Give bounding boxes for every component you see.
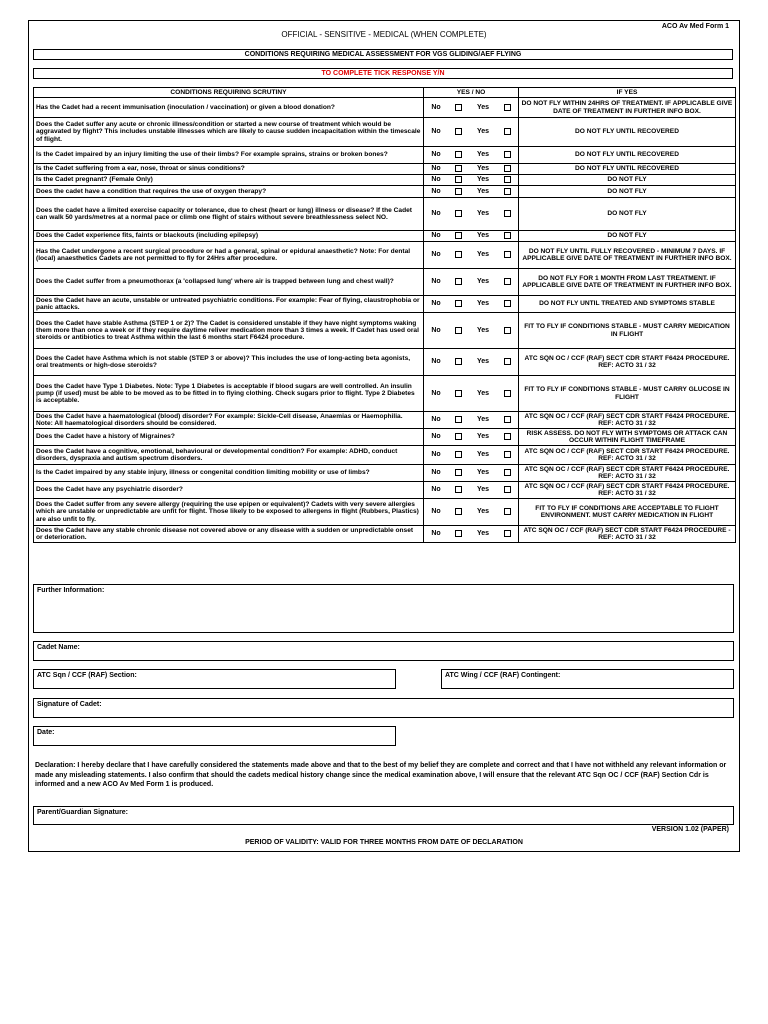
yes-label: Yes	[476, 251, 490, 259]
no-checkbox[interactable]	[455, 486, 462, 493]
yes-checkbox[interactable]	[504, 358, 511, 365]
no-label: No	[431, 128, 441, 136]
yes-no-cell	[424, 465, 519, 482]
yes-no-cell	[424, 296, 519, 313]
no-label: No	[431, 278, 441, 286]
yes-no-cell	[424, 412, 519, 429]
yes-label: Yes	[476, 176, 490, 184]
no-checkbox[interactable]	[455, 176, 462, 183]
if-yes-action: ATC SQN OC / CCF (RAF) SECT CDR START F6424 PROCEDURE. REF: ACTO 31 / 32	[519, 482, 736, 499]
if-yes-action: DO NOT FLY	[519, 231, 736, 242]
table-row	[34, 98, 736, 118]
no-label: No	[431, 103, 441, 111]
yes-no-cell	[424, 198, 519, 231]
if-yes-action: FIT TO FLY IF CONDITIONS STABLE - MUST CARRY MEDICATION IN FLIGHT	[519, 313, 736, 349]
no-checkbox[interactable]	[455, 433, 462, 440]
cadet-name-label: Cadet Name:	[37, 644, 80, 651]
yes-checkbox[interactable]	[504, 390, 511, 397]
header-conditions: CONDITIONS REQUIRING SCRUTINY	[34, 88, 424, 98]
yes-label: Yes	[476, 300, 490, 308]
condition-question: Is the Cadet pregnant? (Female Only)	[34, 175, 424, 186]
cadet-signature-label: Signature of Cadet:	[37, 701, 102, 708]
classification-marking: OFFICIAL - SENSITIVE - MEDICAL (WHEN COMPLETE)	[281, 30, 487, 39]
table-row	[34, 296, 736, 313]
yes-no-cell	[424, 269, 519, 296]
no-label: No	[431, 151, 441, 159]
yes-label: Yes	[476, 278, 490, 286]
table-row	[34, 349, 736, 376]
date-field[interactable]	[33, 726, 396, 746]
condition-question: Does the cadet have a condition that requires the use of oxygen therapy?	[34, 186, 424, 198]
validity-statement: PERIOD OF VALIDITY: VALID FOR THREE MONTHS FROM DATE OF DECLARATION	[245, 839, 523, 846]
yes-no-cell	[424, 349, 519, 376]
header-if-yes: IF YES	[519, 88, 736, 98]
no-checkbox[interactable]	[455, 451, 462, 458]
yes-checkbox[interactable]	[504, 508, 511, 515]
table-row	[34, 175, 736, 186]
yes-no-cell	[424, 526, 519, 543]
yes-no-cell	[424, 231, 519, 242]
yes-label: Yes	[476, 451, 490, 459]
yes-label: Yes	[476, 326, 490, 334]
table-row	[34, 242, 736, 269]
condition-question: Does the Cadet have stable Asthma (STEP 1 or 2)? The Cadet is considered unstable if they have night symptoms waking them more than once a week or if they require daytime reliver medication more than 3 times a week. If Cadet has used oral steroids or antibiotics to treat Asthma within the last 6 months start F6424 procedure.	[34, 313, 424, 349]
form-title: CONDITIONS REQUIRING MEDICAL ASSESSMENT FOR VGS GLIDING/AEF FLYING	[33, 49, 733, 60]
no-checkbox[interactable]	[455, 530, 462, 537]
yes-no-cell	[424, 175, 519, 186]
condition-question: Does the cadet have a limited exercise capacity or tolerance, due to chest (heart or lung) illness or disease? If the Cadet can walk 50 yards/metres at a normal pace or climb one flight of stairs without severe breathlessness select NO.	[34, 198, 424, 231]
condition-question: Does the Cadet suffer any acute or chronic illness/condition or started a new course of treatment which would be aggravated by flight? This includes unstable illnesses which are likely to cause sudden incapacitation within the timescale of flight.	[34, 118, 424, 147]
no-label: No	[431, 416, 441, 424]
table-header-row	[34, 88, 736, 98]
yes-checkbox[interactable]	[504, 300, 511, 307]
yes-checkbox[interactable]	[504, 433, 511, 440]
yes-label: Yes	[476, 165, 490, 173]
yes-no-cell	[424, 98, 519, 118]
yes-label: Yes	[476, 389, 490, 397]
table-row	[34, 446, 736, 465]
if-yes-action: DO NOT FLY WITHIN 24HRS OF TREATMENT. IF APPLICABLE GIVE DATE OF TREATMENT IN FURTHER INFO BOX.	[519, 98, 736, 118]
no-label: No	[431, 486, 441, 494]
no-checkbox[interactable]	[455, 251, 462, 258]
parent-signature-field[interactable]	[33, 806, 734, 825]
parent-signature-label: Parent/Guardian Signature:	[37, 809, 129, 816]
cadet-signature-field[interactable]	[33, 698, 734, 718]
if-yes-action: ATC SQN OC / CCF (RAF) SECT CDR START F6424 PROCEDURE. REF: ACTO 31 / 32	[519, 446, 736, 465]
no-checkbox[interactable]	[455, 358, 462, 365]
table-row	[34, 526, 736, 543]
yes-checkbox[interactable]	[504, 188, 511, 195]
no-label: No	[431, 251, 441, 259]
yes-checkbox[interactable]	[504, 416, 511, 423]
no-checkbox[interactable]	[455, 469, 462, 476]
form-reference: ACO Av Med Form 1	[661, 23, 729, 30]
yes-no-cell	[424, 118, 519, 147]
yes-checkbox[interactable]	[504, 327, 511, 334]
no-label: No	[431, 433, 441, 441]
yes-label: Yes	[476, 128, 490, 136]
condition-question: Does the Cadet suffer from a pneumothorax (a 'collapsed lung' where air is trapped between lung and chest wall)?	[34, 269, 424, 296]
instruction-banner: TO COMPLETE TICK RESPONSE Y/N	[33, 68, 733, 79]
if-yes-action: ATC SQN OC / CCF (RAF) SECT CDR START F6424 PROCEDURE - REF: ACTO 31 / 32	[519, 526, 736, 543]
yes-checkbox[interactable]	[504, 151, 511, 158]
yes-label: Yes	[476, 103, 490, 111]
yes-label: Yes	[476, 469, 490, 477]
atc-wing-label: ATC Wing / CCF (RAF) Contingent:	[445, 672, 561, 679]
date-label: Date:	[37, 729, 55, 736]
table-row	[34, 198, 736, 231]
yes-checkbox[interactable]	[504, 104, 511, 111]
yes-checkbox[interactable]	[504, 251, 511, 258]
table-row	[34, 269, 736, 296]
no-checkbox[interactable]	[455, 104, 462, 111]
yes-checkbox[interactable]	[504, 128, 511, 135]
if-yes-action: DO NOT FLY UNTIL FULLY RECOVERED - MINIMUM 7 DAYS. IF APPLICABLE GIVE DATE OF TREATMENT IN FURTHER INFO BOX.	[519, 242, 736, 269]
yes-no-cell	[424, 482, 519, 499]
table-row	[34, 313, 736, 349]
yes-checkbox[interactable]	[504, 278, 511, 285]
condition-question: Is the Cadet impaired by an injury limiting the use of their limbs? For example sprains, strains or broken bones?	[34, 147, 424, 164]
if-yes-action: ATC SQN OC / CCF (RAF) SECT CDR START F6424 PROCEDURE. REF: ACTO 31 / 32	[519, 349, 736, 376]
if-yes-action: DO NOT FLY UNTIL RECOVERED	[519, 164, 736, 175]
if-yes-action: DO NOT FLY UNTIL TREATED AND SYMPTOMS STABLE	[519, 296, 736, 313]
yes-label: Yes	[476, 187, 490, 195]
no-label: No	[431, 358, 441, 366]
yes-label: Yes	[476, 151, 490, 159]
yes-checkbox[interactable]	[504, 451, 511, 458]
if-yes-action: ATC SQN OC / CCF (RAF) SECT CDR START F6424 PROCEDURE. REF: ACTO 31 / 32	[519, 465, 736, 482]
no-label: No	[431, 451, 441, 459]
cadet-name-field[interactable]	[33, 641, 734, 661]
table-row	[34, 499, 736, 526]
yes-label: Yes	[476, 232, 490, 240]
table-row	[34, 164, 736, 175]
yes-no-cell	[424, 376, 519, 412]
no-checkbox[interactable]	[455, 508, 462, 515]
yes-label: Yes	[476, 508, 490, 516]
yes-label: Yes	[476, 210, 490, 218]
no-label: No	[431, 530, 441, 538]
condition-question: Does the Cadet have a cognitive, emotional, behavioural or developmental condition? For example: ADHD, conduct disorders, dyspraxia and autism spectrum disorders.	[34, 446, 424, 465]
condition-question: Has the Cadet had a recent immunisation (inoculation / vaccination) or given a blood donation?	[34, 98, 424, 118]
condition-question: Does the Cadet have Asthma which is not stable (STEP 3 or above)? This includes the use of long-acting beta agonists, oral treatments or high-dose steroids?	[34, 349, 424, 376]
no-checkbox[interactable]	[455, 390, 462, 397]
yes-checkbox[interactable]	[504, 176, 511, 183]
no-checkbox[interactable]	[455, 232, 462, 239]
no-label: No	[431, 326, 441, 334]
further-info-label: Further Information:	[37, 587, 105, 594]
no-label: No	[431, 165, 441, 173]
yes-no-cell	[424, 242, 519, 269]
condition-question: Is the Cadet suffering from a ear, nose, throat or sinus conditions?	[34, 164, 424, 175]
if-yes-action: DO NOT FLY UNTIL RECOVERED	[519, 147, 736, 164]
atc-section-field[interactable]	[33, 669, 396, 689]
conditions-table	[33, 87, 736, 543]
if-yes-action: DO NOT FLY	[519, 198, 736, 231]
no-label: No	[431, 232, 441, 240]
no-label: No	[431, 508, 441, 516]
no-label: No	[431, 389, 441, 397]
no-checkbox[interactable]	[455, 327, 462, 334]
declaration-text: Declaration: I hereby declare that I have carefully considered the statements made above and that to the best of my belief they are complete and correct and that I have not withheld any relevant information or made any misleading statements. I also confirm that should the cadets medical history change since the medical examination above, I will ensure that the relevant ATC Sqn OC / CCF (RAF) Section Cdr is informed and a new ACO Av Med Form 1 is produced.	[35, 762, 727, 788]
table-row	[34, 482, 736, 499]
if-yes-action: DO NOT FLY	[519, 186, 736, 198]
yes-no-cell	[424, 186, 519, 198]
no-label: No	[431, 210, 441, 218]
if-yes-action: ATC SQN OC / CCF (RAF) SECT CDR START F6424 PROCEDURE. REF: ACTO 31 / 32	[519, 412, 736, 429]
yes-label: Yes	[476, 358, 490, 366]
no-label: No	[431, 469, 441, 477]
yes-checkbox[interactable]	[504, 232, 511, 239]
condition-question: Does the Cadet have a history of Migraines?	[34, 429, 424, 446]
yes-label: Yes	[476, 433, 490, 441]
table-row	[34, 465, 736, 482]
yes-checkbox[interactable]	[504, 469, 511, 476]
yes-checkbox[interactable]	[504, 210, 511, 217]
no-checkbox[interactable]	[455, 300, 462, 307]
condition-question: Does the Cadet have a haematological (blood) disorder? For example: Sickle-Cell disease, Anaemias or Haemophilia. Note: All haematological disorders should be considered.	[34, 412, 424, 429]
condition-question: Does the Cadet experience fits, faints or blackouts (including epilepsy)	[34, 231, 424, 242]
if-yes-action: FIT TO FLY IF CONDITIONS ARE ACCEPTABLE TO FLIGHT ENVIRONMENT. MUST CARRY MEDICATION IN FLIGHT	[519, 499, 736, 526]
yes-checkbox[interactable]	[504, 486, 511, 493]
yes-checkbox[interactable]	[504, 530, 511, 537]
atc-section-label: ATC Sqn / CCF (RAF) Section:	[37, 672, 137, 679]
yes-no-cell	[424, 429, 519, 446]
condition-question: Has the Cadet undergone a recent surgical procedure or had a general, spinal or epidural anaesthetic? Note: For dental (local) anaesthetics Cadets are not permitted to fly for 24Hrs after procedure.	[34, 242, 424, 269]
if-yes-action: DO NOT FLY	[519, 175, 736, 186]
table-row	[34, 118, 736, 147]
yes-no-cell	[424, 446, 519, 465]
no-checkbox[interactable]	[455, 165, 462, 172]
table-row	[34, 376, 736, 412]
if-yes-action: RISK ASSESS. DO NOT FLY WITH SYMPTOMS OR ATTACK CAN OCCUR WITHIN FLIGHT TIMEFRAME	[519, 429, 736, 446]
yes-no-cell	[424, 313, 519, 349]
no-checkbox[interactable]	[455, 210, 462, 217]
no-label: No	[431, 187, 441, 195]
version-label: VERSION 1.02 (PAPER)	[651, 826, 729, 833]
table-row	[34, 231, 736, 242]
condition-question: Does the Cadet have an acute, unstable or untreated psychiatric conditions. For example: Fear of flying, claustrophobia or panic attacks.	[34, 296, 424, 313]
no-checkbox[interactable]	[455, 188, 462, 195]
table-row	[34, 147, 736, 164]
no-checkbox[interactable]	[455, 416, 462, 423]
yes-checkbox[interactable]	[504, 165, 511, 172]
condition-question: Does the Cadet have any psychiatric disorder?	[34, 482, 424, 499]
table-row	[34, 429, 736, 446]
atc-wing-field[interactable]	[441, 669, 734, 689]
no-checkbox[interactable]	[455, 128, 462, 135]
header-yes-no: YES / NO	[424, 88, 519, 98]
yes-label: Yes	[476, 530, 490, 538]
yes-label: Yes	[476, 416, 490, 424]
no-label: No	[431, 300, 441, 308]
condition-question: Does the Cadet have any stable chronic disease not covered above or any disease with a sudden or unpredictable onset or deterioration.	[34, 526, 424, 543]
condition-question: Does the Cadet have Type 1 Diabetes. Note: Type 1 Diabetes is acceptable if blood sugars are well controlled. An insulin pump (if used) must be able to be moved as to be fitted in to flying clothing. Check sugars prior to flight. Type 2 Diabetes is acceptable.	[34, 376, 424, 412]
if-yes-action: FIT TO FLY IF CONDITIONS STABLE - MUST CARRY GLUCOSE IN FLIGHT	[519, 376, 736, 412]
condition-question: Does the Cadet suffer from any severe allergy (requiring the use epipen or equivalent)? Cadets with very severe allergies which are unstable or unpredictable are unfit for flight. Those likely to be exposed to allergens in flight (Rubbers, Plastics) are also unfit to fly.	[34, 499, 424, 526]
table-row	[34, 186, 736, 198]
further-info-field[interactable]	[33, 584, 734, 633]
yes-no-cell	[424, 499, 519, 526]
no-label: No	[431, 176, 441, 184]
yes-no-cell	[424, 147, 519, 164]
no-checkbox[interactable]	[455, 151, 462, 158]
if-yes-action: DO NOT FLY FOR 1 MONTH FROM LAST TREATMENT. IF APPLICABLE GIVE DATE OF TREATMENT IN FURTHER INFO BOX.	[519, 269, 736, 296]
yes-label: Yes	[476, 486, 490, 494]
condition-question: Is the Cadet impaired by any stable injury, illness or congenital condition limiting mobility or use of limbs?	[34, 465, 424, 482]
form-frame	[28, 20, 740, 852]
table-row	[34, 412, 736, 429]
if-yes-action: DO NOT FLY UNTIL RECOVERED	[519, 118, 736, 147]
no-checkbox[interactable]	[455, 278, 462, 285]
yes-no-cell	[424, 164, 519, 175]
